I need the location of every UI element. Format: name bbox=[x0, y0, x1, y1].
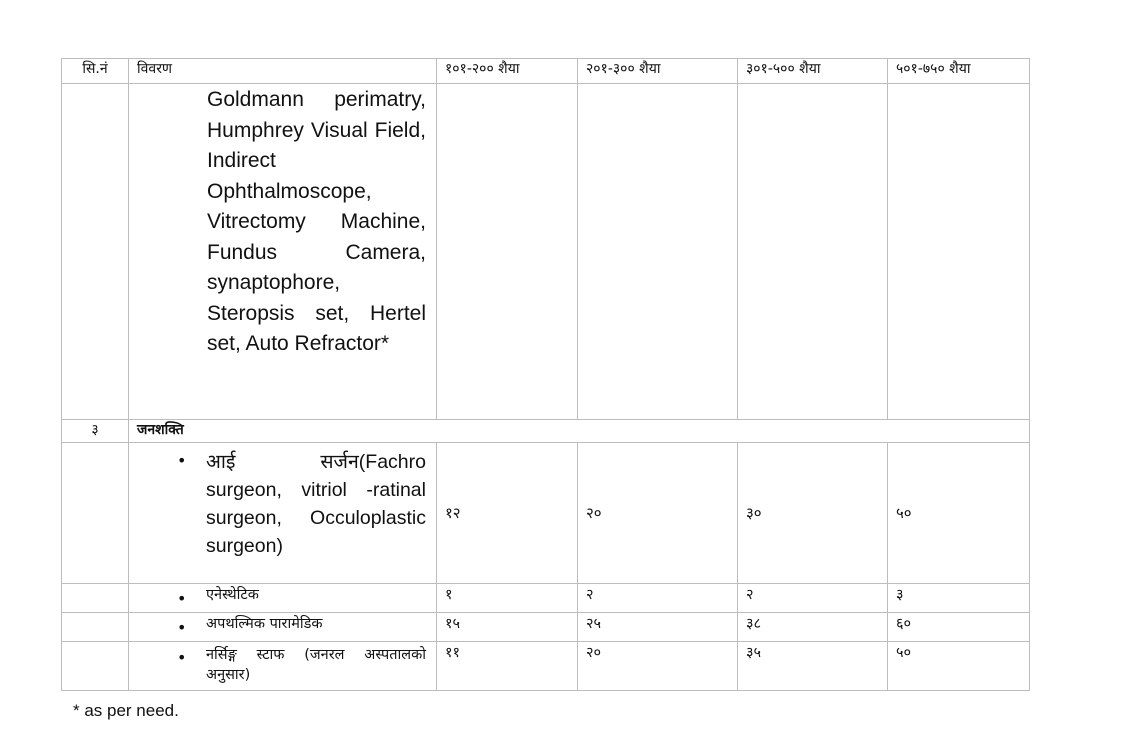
table-row bbox=[62, 613, 1030, 642]
row-label-cell bbox=[129, 443, 437, 584]
equipment-value-cell bbox=[437, 84, 578, 420]
value-beds-301-500: ३८ bbox=[738, 613, 888, 642]
row-label-cell bbox=[129, 613, 437, 642]
bullet-icon: • bbox=[177, 618, 187, 637]
header-description: विवरण bbox=[129, 59, 437, 84]
equipment-staff-table bbox=[61, 58, 1030, 691]
value-beds-201-300: २५ bbox=[578, 613, 738, 642]
header-beds-301-500: ३०१-५०० शैया bbox=[738, 59, 888, 84]
row-label: नर्सिङ्ग स्टाफ (जनरल अस्पतालको अनुसार) bbox=[206, 647, 426, 683]
table-row bbox=[62, 642, 1030, 691]
value-beds-101-200: १ bbox=[437, 584, 578, 613]
header-beds-101-200: १०१-२०० शैया bbox=[437, 59, 578, 84]
table-header-row bbox=[62, 59, 1030, 84]
bullet-icon: • bbox=[177, 648, 187, 667]
value-beds-501-750: ३ bbox=[888, 584, 1030, 613]
value-beds-201-300: २० bbox=[578, 443, 738, 584]
value-beds-501-750: ५० bbox=[888, 642, 1030, 691]
footnote: * as per need. bbox=[73, 701, 179, 720]
bullet-icon: • bbox=[177, 451, 187, 470]
bullet-icon: • bbox=[177, 589, 187, 608]
row-label: आई सर्जन(Fachro surgeon, vitriol -ratinal surgeon, Occuloplastic surgeon) bbox=[206, 451, 426, 557]
equipment-value-cell bbox=[738, 84, 888, 420]
table-row bbox=[62, 584, 1030, 613]
equipment-list-text: Goldmann perimatry, Humphrey Visual Field, Indirect Ophthalmoscope, Vitrectomy Machine, Fundus Camera, synaptophore, Steropsis set, Hertel set, Auto Refractor* bbox=[207, 88, 426, 355]
header-beds-201-300: २०१-३०० शैया bbox=[578, 59, 738, 84]
row-sn-cell bbox=[62, 642, 129, 691]
equipment-row bbox=[62, 84, 1030, 420]
equipment-value-cell bbox=[578, 84, 738, 420]
value-beds-301-500: ३५ bbox=[738, 642, 888, 691]
row-sn-cell bbox=[62, 443, 129, 584]
row-label: एनेस्थेटिक bbox=[206, 587, 259, 603]
equipment-sn-cell bbox=[62, 84, 129, 420]
value-beds-201-300: २ bbox=[578, 584, 738, 613]
row-label-cell bbox=[129, 642, 437, 691]
value-beds-301-500: २ bbox=[738, 584, 888, 613]
row-label-cell bbox=[129, 584, 437, 613]
value-beds-101-200: १५ bbox=[437, 613, 578, 642]
value-beds-501-750: ६० bbox=[888, 613, 1030, 642]
row-sn-cell bbox=[62, 613, 129, 642]
header-beds-501-750: ५०१-७५० शैया bbox=[888, 59, 1030, 84]
value-beds-101-200: १२ bbox=[437, 443, 578, 584]
value-beds-501-750: ५० bbox=[888, 443, 1030, 584]
row-label: अपथल्मिक पारामेडिक bbox=[206, 616, 323, 632]
table-row bbox=[62, 443, 1030, 584]
header-serial-number: सि.नं bbox=[62, 59, 129, 84]
equipment-description-cell bbox=[129, 84, 437, 420]
value-beds-201-300: २० bbox=[578, 642, 738, 691]
value-beds-101-200: ११ bbox=[437, 642, 578, 691]
equipment-value-cell bbox=[888, 84, 1030, 420]
value-beds-301-500: ३० bbox=[738, 443, 888, 584]
section-number: ३ bbox=[62, 420, 129, 443]
section-row-manpower bbox=[62, 420, 1030, 443]
section-title: जनशक्ति bbox=[129, 420, 1030, 443]
row-sn-cell bbox=[62, 584, 129, 613]
